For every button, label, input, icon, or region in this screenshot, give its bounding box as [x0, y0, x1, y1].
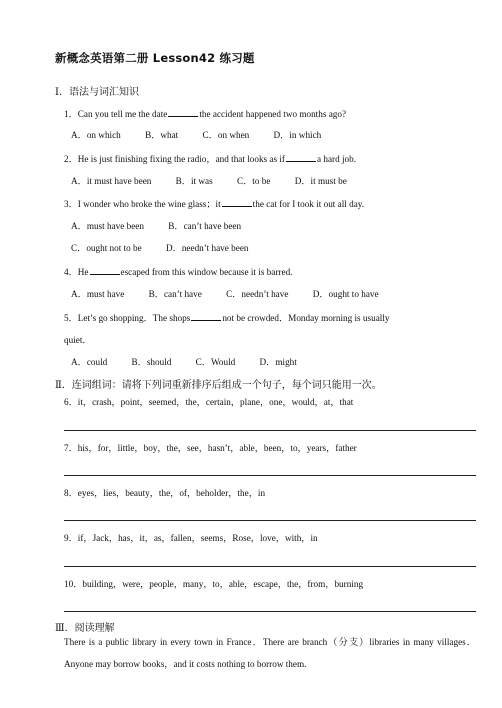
question-1-options — [71, 129, 343, 141]
question-3-options-row-2 — [71, 242, 271, 254]
option-a[interactable]: A．must have — [71, 289, 125, 299]
option-d[interactable]: D．in which — [273, 130, 322, 140]
question-4-options — [71, 288, 401, 300]
answer-blank[interactable] — [168, 107, 198, 117]
option-c[interactable]: C．Would — [195, 357, 236, 367]
question-1-stem-start: 1．Can you tell me the date — [64, 109, 168, 119]
option-d[interactable]: D．might — [259, 357, 297, 367]
option-b[interactable]: B．can’t have — [148, 289, 202, 299]
answer-blank[interactable] — [222, 197, 252, 207]
answer-blank[interactable] — [286, 152, 316, 162]
option-c[interactable]: C．ought not to be — [71, 243, 142, 253]
question-2-stem-start: 2．He is just finishing fixing the radio，and that looks as if — [64, 154, 285, 164]
question-5-options — [71, 356, 319, 368]
answer-line[interactable] — [64, 475, 476, 476]
question-1 — [64, 107, 346, 120]
answer-line[interactable] — [64, 611, 476, 612]
question-10: 10．building，were，people，many，to，able，escape，the，from，burning — [64, 579, 364, 589]
option-d[interactable]: D．it must be — [294, 176, 347, 186]
section-heading-sentence-ordering: Ⅱ．连词组词：请将下列词重新排序后组成一个句子，每个词只能用一次。 — [55, 380, 382, 391]
page-title: 新概念英语第二册 Lesson42 练习题 — [55, 51, 255, 65]
question-2-stem-end: a hard job. — [317, 154, 357, 164]
question-7: 7．his，for，little，boy，the，see，hasn’t，able，been，to，years，father — [64, 443, 357, 453]
answer-blank[interactable] — [90, 265, 120, 275]
answer-line[interactable] — [64, 566, 476, 567]
option-b[interactable]: B．should — [131, 357, 172, 367]
question-4 — [64, 265, 292, 278]
question-1-stem-end: the accident happened two months ago? — [199, 109, 347, 119]
option-d[interactable]: D．needn’t have been — [166, 243, 249, 253]
question-5 — [64, 311, 389, 324]
question-3 — [64, 197, 364, 210]
question-2-options — [71, 175, 369, 187]
question-3-options-row-1 — [71, 220, 263, 232]
question-3-stem-start: 3．I wonder who broke the wine glass；it — [64, 199, 221, 209]
option-a[interactable]: A．could — [71, 357, 108, 367]
question-2 — [64, 152, 356, 165]
question-5-stem-start: 5．Let’s go shopping．The shops — [64, 313, 191, 323]
answer-line[interactable] — [64, 430, 476, 431]
question-5-continuation: quiet． — [64, 335, 92, 345]
option-d[interactable]: D．ought to have — [312, 289, 379, 299]
reading-passage: There is a public library in every town in France．There are branch（分支）libraries in many villages．Anyone may borrow books，and it costs nothing to borrow them. — [64, 637, 476, 669]
question-5-stem-end: not be crowded．Monday morning is usually — [222, 313, 390, 323]
option-c[interactable]: C．needn’t have — [226, 289, 289, 299]
option-c[interactable]: C．on when — [202, 130, 250, 140]
answer-line[interactable] — [64, 520, 476, 521]
option-b[interactable]: B．it was — [175, 176, 213, 186]
question-4-stem-start: 4．He — [64, 267, 89, 277]
question-9: 9．if，Jack，has，it，as，fallen，seems，Rose，love，with，in — [64, 533, 318, 543]
section-heading-reading: Ⅲ．阅读理解 — [55, 623, 115, 634]
question-3-stem-end: the cat for I took it out all day. — [252, 199, 365, 209]
option-b[interactable]: B．can’t have been — [168, 221, 242, 231]
question-6: 6．it，crash，point，seemed，the，certain，plane，one，would，at，that — [64, 397, 354, 407]
option-a[interactable]: A．it must have been — [71, 176, 152, 186]
option-a[interactable]: A．must have been — [71, 221, 144, 231]
section-heading-grammar: Ⅰ．语法与词汇知识 — [55, 87, 139, 98]
option-b[interactable]: B．what — [145, 130, 179, 140]
option-a[interactable]: A．on which — [71, 130, 121, 140]
question-8: 8．eyes，lies，beauty，the，of，beholder，the，in — [64, 488, 266, 498]
answer-blank[interactable] — [191, 311, 221, 321]
option-c[interactable]: C．to be — [236, 176, 271, 186]
question-4-stem-end: escaped from this window because it is barred. — [120, 267, 293, 277]
